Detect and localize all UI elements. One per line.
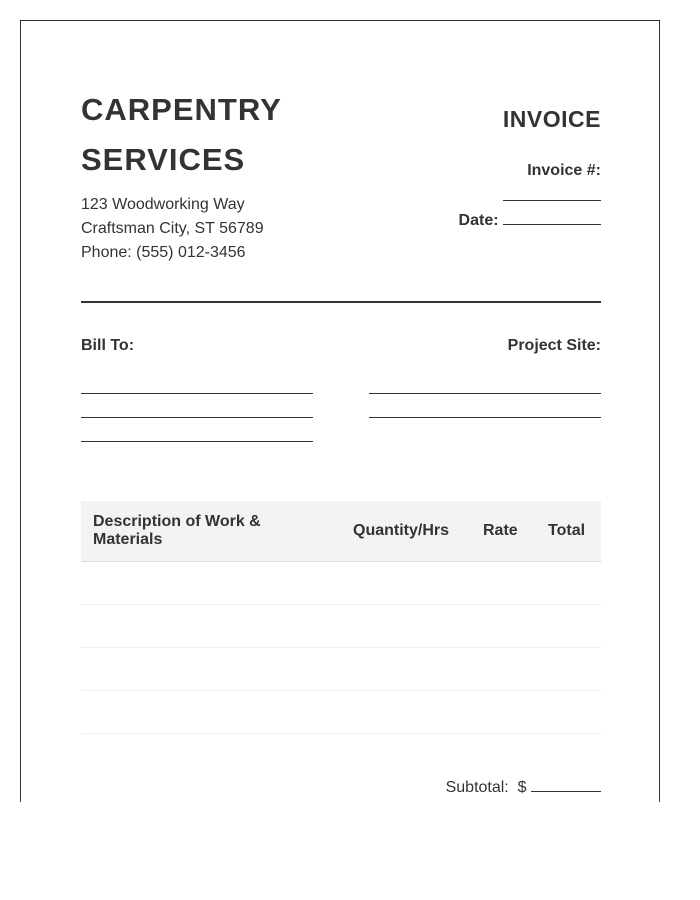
header-description: Description of Work & Materials	[93, 513, 261, 548]
company-name-line2: SERVICES	[81, 142, 246, 177]
subtotal-row	[446, 775, 601, 797]
table-row[interactable]	[81, 605, 601, 648]
invoice-number-row	[459, 183, 601, 207]
invoice-meta	[459, 159, 601, 231]
address-line1: 123 Woodworking Way	[81, 196, 245, 213]
table-row[interactable]	[81, 648, 601, 691]
invoice-page	[20, 20, 660, 802]
address-line2: Craftsman City, ST 56789	[81, 220, 264, 237]
project-site-line-1[interactable]	[369, 393, 601, 394]
work-items-table	[81, 501, 601, 734]
header-total: Total	[548, 522, 586, 539]
header-rate: Rate	[483, 522, 518, 539]
project-site-label: Project Site:	[507, 337, 601, 354]
subtotal-field[interactable]	[531, 775, 601, 792]
invoice-number-field[interactable]	[503, 183, 601, 201]
subtotal-label: Subtotal:	[445, 779, 509, 796]
table-row[interactable]	[81, 562, 601, 605]
project-site-line-2[interactable]	[369, 417, 601, 418]
header-quantity: Quantity/Hrs	[353, 522, 450, 539]
company-phone: Phone: (555) 012-3456	[81, 244, 246, 261]
company-name-line1: CARPENTRY	[81, 92, 282, 127]
invoice-date-row	[459, 207, 601, 231]
invoice-date-field[interactable]	[503, 207, 601, 225]
subtotal-currency: $	[517, 779, 527, 796]
invoice-title: INVOICE	[502, 106, 601, 132]
invoice-date-label: Date:	[458, 212, 499, 229]
bill-to-line-2[interactable]	[81, 417, 313, 418]
table-row[interactable]	[81, 691, 601, 734]
table-header	[81, 501, 601, 562]
company-address	[81, 193, 264, 265]
bill-to-line-1[interactable]	[81, 393, 313, 394]
bill-to-label: Bill To:	[81, 337, 135, 354]
invoice-number-label: Invoice #:	[527, 162, 601, 179]
company-name	[81, 85, 341, 185]
bill-to-line-3[interactable]	[81, 441, 313, 442]
header-divider	[81, 301, 601, 303]
